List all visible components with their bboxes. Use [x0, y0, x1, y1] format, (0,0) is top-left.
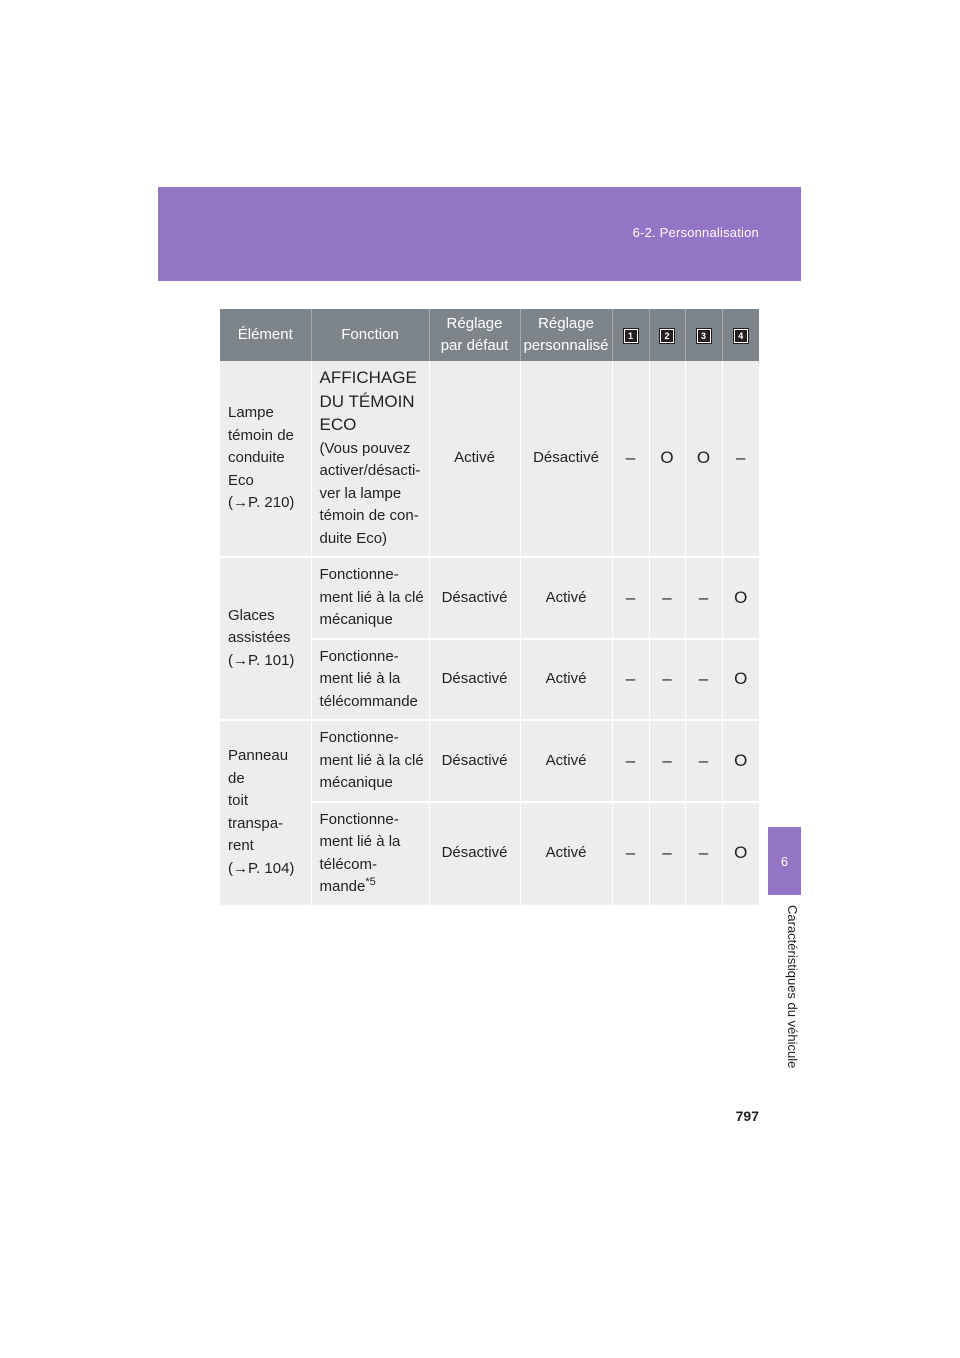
item-cell: Glaces assistées (→P. 101) — [220, 557, 311, 720]
function-cell: Fonctionne- ment lié à la clé mécanique — [311, 720, 429, 802]
item-cell: Panneau de toit transpa- rent (→P. 104) — [220, 720, 311, 906]
mark-cell-4: O — [722, 802, 759, 906]
table-row — [220, 557, 759, 639]
mark-cell-3: – — [685, 557, 722, 639]
mark-cell-2: – — [649, 802, 685, 906]
header-method-3 — [685, 309, 722, 361]
function-cell: Fonctionne- ment lié à la télécommande — [311, 639, 429, 721]
chapter-number: 6 — [780, 853, 789, 869]
mark-cell-4: O — [722, 639, 759, 721]
mark-cell-2: – — [649, 557, 685, 639]
mark-cell-1: – — [612, 557, 649, 639]
page-number: 797 — [735, 1108, 759, 1124]
default-cell: Désactivé — [429, 802, 520, 906]
mark-cell-1: – — [612, 802, 649, 906]
mark-cell-4: O — [722, 557, 759, 639]
mark-cell-2: – — [649, 639, 685, 721]
header-function: Fonction — [311, 309, 429, 361]
chapter-title: Caractéristiques du véhicule — [785, 905, 800, 1069]
table-row — [220, 720, 759, 802]
mark-cell-2: – — [649, 720, 685, 802]
footnote-ref: *5 — [365, 876, 376, 888]
number-box-4: 4 — [734, 329, 748, 343]
header-method-4 — [722, 309, 759, 361]
default-cell: Désactivé — [429, 720, 520, 802]
mark-cell-1: – — [612, 639, 649, 721]
mark-cell-1: – — [612, 720, 649, 802]
custom-cell: Activé — [520, 802, 612, 906]
mark-cell-4: O — [722, 720, 759, 802]
function-cell: AFFICHAGE DU TÉMOIN ECO (Vous pouvez activer/désacti- ver la lampe témoin de con- duite Eco) — [311, 361, 429, 557]
function-cell: Fonctionne- ment lié à la télécom- mande$^{*5}$ — [311, 802, 429, 906]
custom-cell: Activé — [520, 557, 612, 639]
mark-cell-2: O — [649, 361, 685, 557]
table-header-row — [220, 309, 759, 361]
custom-cell: Désactivé — [520, 361, 612, 557]
table-row — [220, 361, 759, 557]
header-method-1 — [612, 309, 649, 361]
custom-cell: Activé — [520, 639, 612, 721]
default-cell: Activé — [429, 361, 520, 557]
header-custom: Réglage personnalisé — [520, 309, 612, 361]
section-title: 6-2. Personnalisation — [632, 225, 759, 240]
mark-cell-3: – — [685, 720, 722, 802]
header-item: Élément — [220, 309, 311, 361]
mark-cell-3: O — [685, 361, 722, 557]
customization-table — [220, 309, 759, 907]
number-box-2: 2 — [660, 329, 674, 343]
default-cell: Désactivé — [429, 639, 520, 721]
chapter-tab[interactable] — [768, 827, 801, 895]
item-cell: Lampe témoin de conduite Eco (→P. 210) — [220, 361, 311, 557]
mark-cell-3: – — [685, 639, 722, 721]
function-cell: Fonctionne- ment lié à la clé mécanique — [311, 557, 429, 639]
number-box-1: 1 — [624, 329, 638, 343]
default-cell: Désactivé — [429, 557, 520, 639]
header-method-2 — [649, 309, 685, 361]
mark-cell-4: – — [722, 361, 759, 557]
custom-cell: Activé — [520, 720, 612, 802]
mark-cell-3: – — [685, 802, 722, 906]
mark-cell-1: – — [612, 361, 649, 557]
header-default: Réglage par défaut — [429, 309, 520, 361]
header-bar — [158, 187, 801, 281]
number-box-3: 3 — [697, 329, 711, 343]
